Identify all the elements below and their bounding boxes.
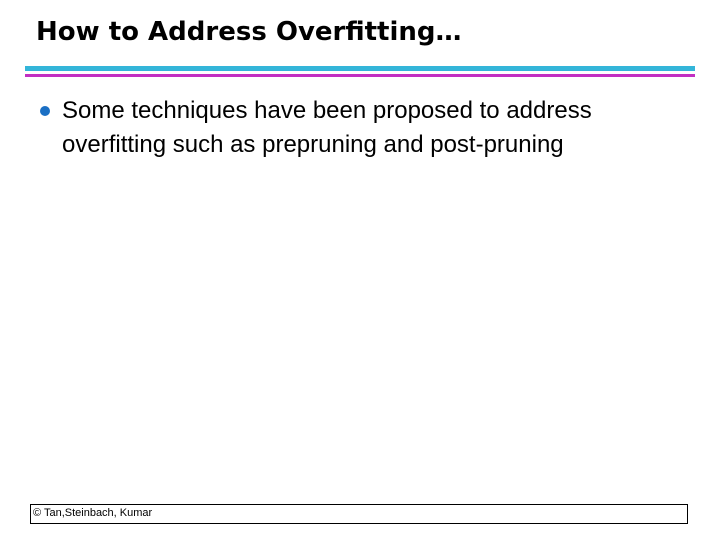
bullet-item [40, 94, 700, 162]
bullet-text: Some techniques have been proposed to address overfitting such as prepruning and post-pruning [62, 97, 592, 158]
slide-title: How to Address Overfitting… [36, 17, 462, 47]
footer-copyright: © Tan,Steinbach, Kumar [30, 504, 688, 524]
bullet-dot-icon [40, 106, 50, 116]
title-rule-bottom [25, 74, 695, 77]
bullet-list [40, 94, 700, 162]
title-rule-top [25, 66, 695, 71]
